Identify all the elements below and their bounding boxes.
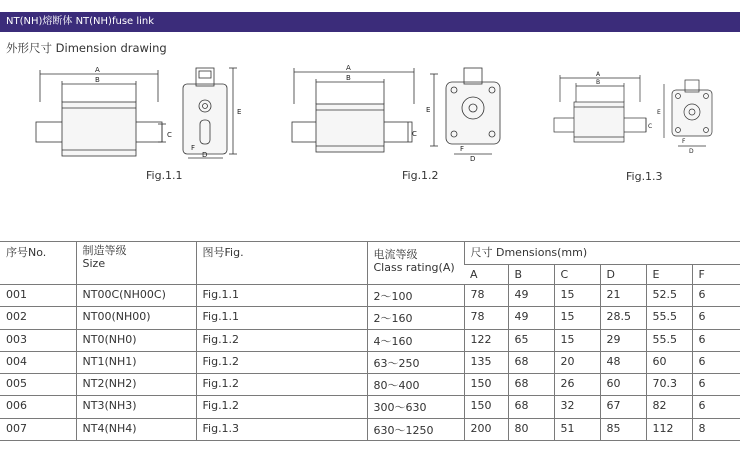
cell-b: 68 bbox=[508, 374, 554, 396]
col-header-size bbox=[76, 242, 196, 285]
fig-1-2-drawing bbox=[286, 62, 526, 162]
cell-d: 48 bbox=[600, 351, 646, 373]
fig-label-1-1: Fig.1.1 bbox=[146, 169, 183, 182]
cell-no: 007 bbox=[0, 418, 76, 440]
header-bar bbox=[0, 12, 740, 32]
cell-a: 78 bbox=[464, 307, 508, 329]
cell-b: 65 bbox=[508, 329, 554, 351]
cell-fig: Fig.1.2 bbox=[196, 374, 367, 396]
cell-c: 15 bbox=[554, 307, 600, 329]
col-header-e: E bbox=[646, 265, 692, 285]
cell-c: 51 bbox=[554, 418, 600, 440]
col-header-b: B bbox=[508, 265, 554, 285]
cell-d: 29 bbox=[600, 329, 646, 351]
dim-label-b: B bbox=[95, 76, 100, 84]
cell-fig: Fig.1.1 bbox=[196, 285, 367, 307]
dim-label-f: F bbox=[682, 138, 686, 145]
cell-a: 150 bbox=[464, 374, 508, 396]
cell-c: 26 bbox=[554, 374, 600, 396]
fig-label-1-2: Fig.1.2 bbox=[402, 169, 439, 182]
cell-b: 80 bbox=[508, 418, 554, 440]
dim-label-e: E bbox=[237, 108, 242, 116]
cell-rating: 300～630 bbox=[367, 396, 464, 418]
cell-fig: Fig.1.3 bbox=[196, 418, 367, 440]
table-row bbox=[0, 374, 740, 396]
cell-c: 15 bbox=[554, 329, 600, 351]
cell-f: 6 bbox=[692, 285, 740, 307]
fig-1-1-drawing bbox=[28, 62, 248, 160]
col-header-a: A bbox=[464, 265, 508, 285]
dim-label-c: C bbox=[167, 131, 172, 139]
cell-e: 52.5 bbox=[646, 285, 692, 307]
cell-size: NT1(NH1) bbox=[76, 351, 196, 373]
cell-rating: 63～250 bbox=[367, 351, 464, 373]
cell-b: 49 bbox=[508, 307, 554, 329]
col-header-dimensions: 尺寸 Dmensions(mm) bbox=[464, 242, 740, 265]
cell-a: 78 bbox=[464, 285, 508, 307]
dim-label-f: F bbox=[460, 145, 465, 153]
cell-no: 006 bbox=[0, 396, 76, 418]
cell-fig: Fig.1.2 bbox=[196, 329, 367, 351]
cell-fig: Fig.1.2 bbox=[196, 396, 367, 418]
cell-b: 49 bbox=[508, 285, 554, 307]
col-header-no: 序号No. bbox=[0, 242, 76, 285]
col-header-rating-cn: 电流等级 bbox=[373, 248, 418, 261]
cell-f: 6 bbox=[692, 374, 740, 396]
table-row bbox=[0, 351, 740, 373]
table-header-row bbox=[0, 242, 740, 265]
dim-label-e: E bbox=[426, 106, 431, 114]
cell-a: 122 bbox=[464, 329, 508, 351]
table-row bbox=[0, 285, 740, 307]
table-row bbox=[0, 307, 740, 329]
col-header-fig: 图号Fig. bbox=[196, 242, 367, 285]
dim-label-f: F bbox=[191, 144, 196, 152]
col-header-rating bbox=[367, 242, 464, 285]
dim-label-d: D bbox=[470, 155, 476, 162]
col-header-f: F bbox=[692, 265, 740, 285]
dimension-table bbox=[0, 241, 740, 441]
cell-d: 85 bbox=[600, 418, 646, 440]
cell-no: 005 bbox=[0, 374, 76, 396]
dim-label-d: D bbox=[689, 148, 694, 155]
cell-no: 004 bbox=[0, 351, 76, 373]
cell-e: 112 bbox=[646, 418, 692, 440]
cell-d: 21 bbox=[600, 285, 646, 307]
dim-label-b: B bbox=[346, 74, 351, 82]
col-header-c: C bbox=[554, 265, 600, 285]
cell-size: NT4(NH4) bbox=[76, 418, 196, 440]
header-title: NT(NH)熔断体 NT(NH)fuse link bbox=[6, 16, 155, 27]
cell-f: 6 bbox=[692, 351, 740, 373]
table-row bbox=[0, 418, 740, 440]
cell-size: NT3(NH3) bbox=[76, 396, 196, 418]
dim-label-b: B bbox=[596, 79, 601, 86]
dim-label-a: A bbox=[95, 66, 100, 74]
cell-d: 60 bbox=[600, 374, 646, 396]
cell-d: 67 bbox=[600, 396, 646, 418]
section-title: 外形尺寸 Dimension drawing bbox=[6, 41, 167, 55]
cell-fig: Fig.1.1 bbox=[196, 307, 367, 329]
dim-label-d: D bbox=[202, 151, 208, 159]
dim-label-a: A bbox=[596, 71, 601, 78]
cell-e: 55.5 bbox=[646, 329, 692, 351]
cell-rating: 80～400 bbox=[367, 374, 464, 396]
cell-c: 15 bbox=[554, 285, 600, 307]
cell-f: 8 bbox=[692, 418, 740, 440]
cell-e: 70.3 bbox=[646, 374, 692, 396]
cell-rating: 2～160 bbox=[367, 307, 464, 329]
table-row bbox=[0, 396, 740, 418]
cell-a: 135 bbox=[464, 351, 508, 373]
cell-a: 200 bbox=[464, 418, 508, 440]
table-row bbox=[0, 329, 740, 351]
cell-f: 6 bbox=[692, 396, 740, 418]
cell-c: 32 bbox=[554, 396, 600, 418]
cell-a: 150 bbox=[464, 396, 508, 418]
col-header-size-en: Size bbox=[82, 257, 106, 270]
col-header-rating-en: Class rating(A) bbox=[373, 261, 455, 274]
cell-b: 68 bbox=[508, 396, 554, 418]
cell-rating: 630～1250 bbox=[367, 418, 464, 440]
cell-rating: 2～100 bbox=[367, 285, 464, 307]
cell-rating: 4～160 bbox=[367, 329, 464, 351]
dim-label-a: A bbox=[346, 64, 351, 72]
fig-1-3-drawing bbox=[548, 68, 738, 158]
cell-size: NT00(NH00) bbox=[76, 307, 196, 329]
cell-f: 6 bbox=[692, 307, 740, 329]
cell-size: NT0(NH0) bbox=[76, 329, 196, 351]
fig-label-1-3: Fig.1.3 bbox=[626, 170, 663, 183]
col-header-size-cn: 制造等级 bbox=[82, 244, 127, 257]
cell-d: 28.5 bbox=[600, 307, 646, 329]
cell-no: 003 bbox=[0, 329, 76, 351]
cell-no: 001 bbox=[0, 285, 76, 307]
col-header-d: D bbox=[600, 265, 646, 285]
dim-label-c: C bbox=[412, 130, 417, 138]
cell-e: 55.5 bbox=[646, 307, 692, 329]
dim-label-e: E bbox=[657, 109, 661, 116]
cell-no: 002 bbox=[0, 307, 76, 329]
cell-f: 6 bbox=[692, 329, 740, 351]
cell-size: NT2(NH2) bbox=[76, 374, 196, 396]
cell-fig: Fig.1.2 bbox=[196, 351, 367, 373]
cell-e: 82 bbox=[646, 396, 692, 418]
cell-e: 60 bbox=[646, 351, 692, 373]
cell-c: 20 bbox=[554, 351, 600, 373]
cell-size: NT00C(NH00C) bbox=[76, 285, 196, 307]
cell-b: 68 bbox=[508, 351, 554, 373]
dim-label-c: C bbox=[648, 123, 653, 130]
